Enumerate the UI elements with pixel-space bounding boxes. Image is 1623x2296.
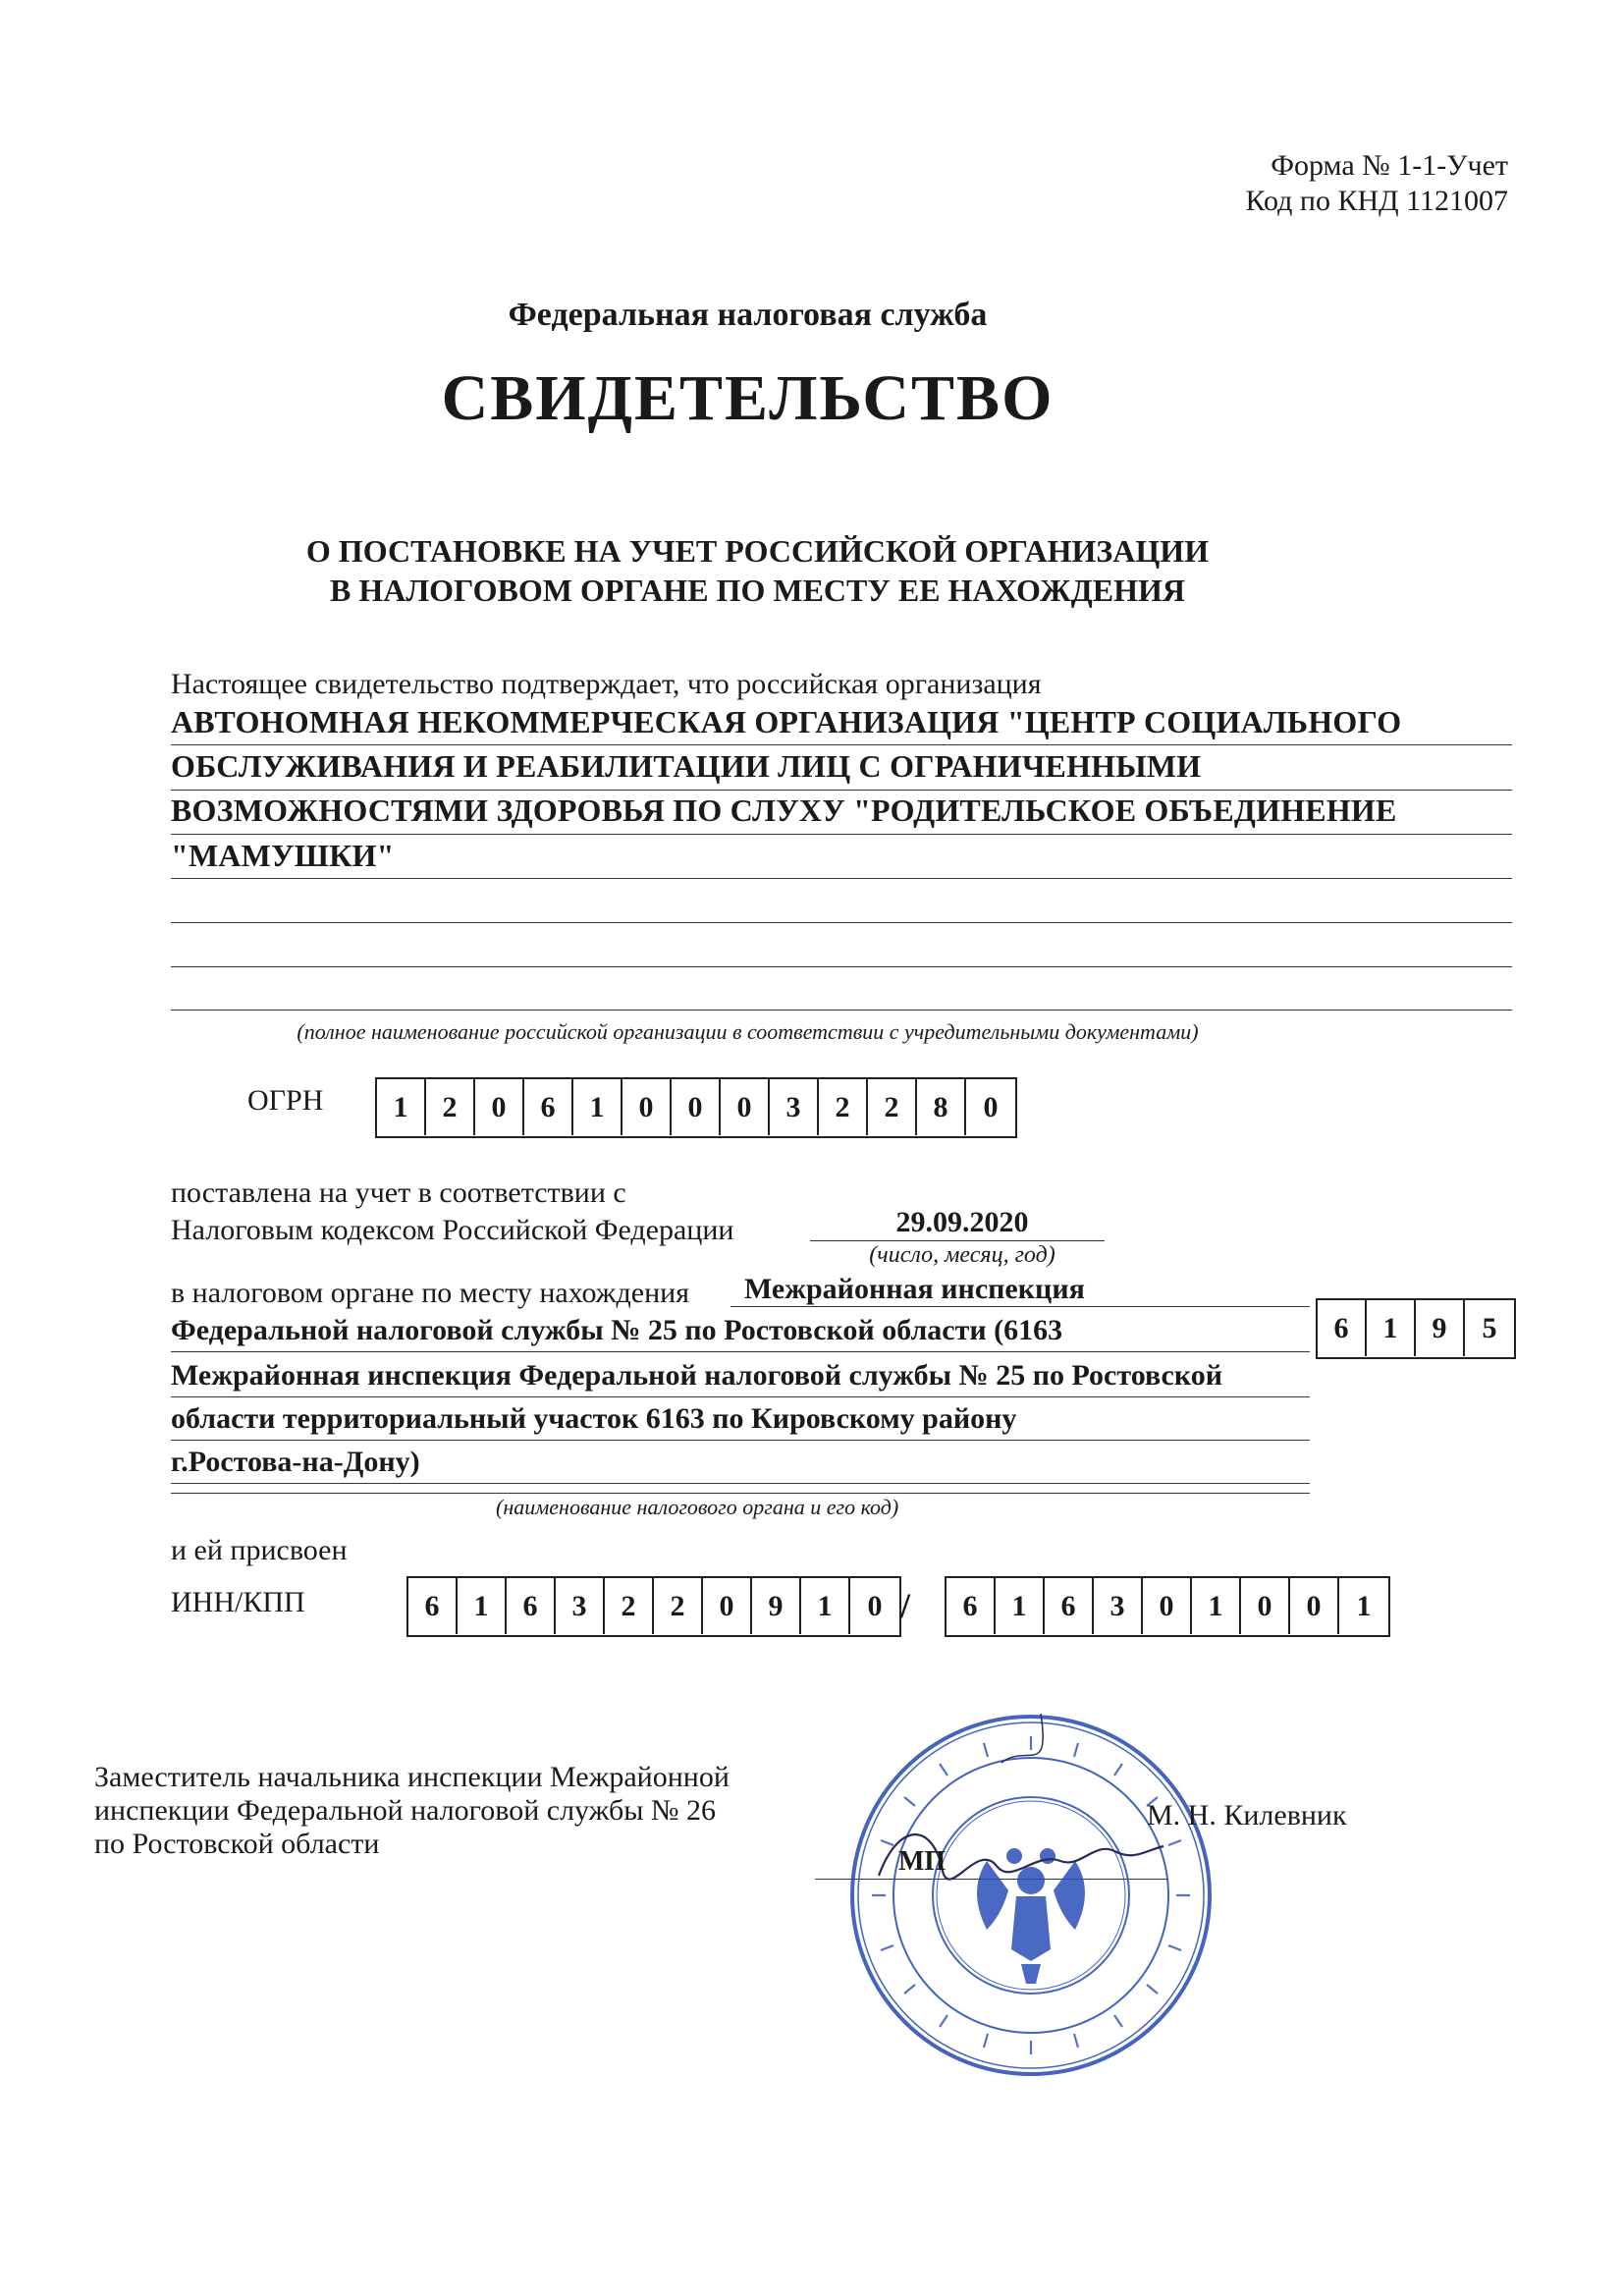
org-name-line-2: ОБСЛУЖИВАНИЯ И РЕАБИЛИТАЦИИ ЛИЦ С ОГРАНИЧЕННЫМИ	[171, 748, 1202, 784]
kpp-digit: 1	[1356, 1589, 1372, 1622]
inn-digit: 2	[654, 1578, 703, 1634]
underline	[171, 834, 1512, 835]
registration-line-1: поставлена на учет в соответствии с	[171, 1176, 626, 1209]
kpp-digit: 1	[996, 1578, 1045, 1634]
stamp-marker: МП	[898, 1846, 947, 1877]
ogrn-digit: 6	[524, 1079, 573, 1135]
underline	[171, 1010, 1512, 1011]
org-name-caption: (полное наименование российской организации в соответствии с учредительными документами)	[297, 1019, 1199, 1044]
registration-line-2: Налоговым кодексом Российской Федерации	[171, 1214, 734, 1246]
kpp-digit: 0	[1143, 1578, 1192, 1634]
inn-digit: 6	[507, 1578, 556, 1634]
signer-position	[94, 1761, 730, 1861]
inn-cells	[406, 1576, 901, 1637]
knd-code: Код по КНД 1121007	[1245, 185, 1508, 217]
ogrn-digit: 8	[917, 1079, 966, 1135]
underline	[171, 1351, 1310, 1352]
official-seal-stamp	[839, 1704, 1222, 2087]
inn-digit: 2	[605, 1578, 654, 1634]
underline	[171, 1440, 1310, 1441]
ogrn-digit: 0	[622, 1079, 672, 1135]
date-caption: (число, месяц, год)	[869, 1242, 1055, 1268]
certificate-intro: Настоящее свидетельство подтверждает, что российская организация	[171, 668, 1042, 700]
org-name-line-3: ВОЗМОЖНОСТЯМИ ЗДОРОВЬЯ ПО СЛУХУ "РОДИТЕЛЬСКОЕ ОБЪЕДИНЕНИЕ	[171, 793, 1397, 828]
ogrn-digit: 2	[426, 1079, 475, 1135]
tax-authority-line-2: Межрайонная инспекция Федеральной налоговой службы № 25 по Ростовской	[171, 1359, 1223, 1392]
inn-digit: 3	[556, 1578, 605, 1634]
ogrn-digit: 2	[819, 1079, 868, 1135]
inn-kpp-separator: /	[900, 1586, 911, 1625]
inn-digit: 1	[458, 1578, 507, 1634]
underline	[171, 966, 1512, 967]
signer-name: М. Н. Килевник	[1147, 1799, 1347, 1831]
org-name-line-1: АВТОНОМНАЯ НЕКОММЕРЧЕСКАЯ ОРГАНИЗАЦИЯ "ЦЕНТР СОЦИАЛЬНОГО	[171, 704, 1402, 739]
ogrn-digit: 1	[573, 1079, 622, 1135]
inn-digit: 6	[408, 1578, 458, 1634]
tax-authority-code-cells	[1316, 1298, 1516, 1359]
agency-name: Федеральная налоговая служба	[508, 297, 988, 333]
document-title: СВИДЕТЕЛЬСТВО	[441, 362, 1055, 434]
kpp-cells	[945, 1576, 1390, 1637]
org-name-line-4: "МАМУШКИ"	[171, 838, 395, 873]
signer-position-line-2: инспекции Федеральной налоговой службы № 26	[94, 1794, 717, 1827]
kpp-digit: 6	[947, 1578, 996, 1634]
tax-authority-first-line: Межрайонная инспекция	[744, 1273, 1085, 1305]
ogrn-label: ОГРН	[247, 1084, 324, 1117]
ogrn-digit: 0	[983, 1090, 999, 1123]
tax-authority-code-digit: 1	[1367, 1300, 1416, 1356]
registration-date: 29.09.2020	[895, 1206, 1029, 1238]
ogrn-digit: 1	[377, 1079, 426, 1135]
ogrn-digit: 0	[721, 1079, 770, 1135]
underline	[171, 1493, 1310, 1494]
inn-digit: 0	[703, 1578, 752, 1634]
ogrn-cells	[375, 1077, 1017, 1138]
kpp-digit: 3	[1094, 1578, 1143, 1634]
inn-digit: 9	[752, 1578, 801, 1634]
kpp-digit: 0	[1241, 1578, 1290, 1634]
ogrn-digit: 0	[475, 1079, 524, 1135]
tax-authority-line-4: г.Ростова-на-Дону)	[171, 1446, 420, 1478]
underline	[730, 1306, 1310, 1307]
kpp-digit: 6	[1045, 1578, 1094, 1634]
underline	[810, 1240, 1105, 1241]
signer-position-line-1: Заместитель начальника инспекции Межрайонной	[94, 1761, 730, 1793]
underline	[171, 744, 1512, 745]
subtitle-line-1: О ПОСТАНОВКЕ НА УЧЕТ РОССИЙСКОЙ ОРГАНИЗАЦИИ	[305, 533, 1210, 569]
tax-authority-code-digit: 6	[1318, 1300, 1367, 1356]
underline	[171, 790, 1512, 791]
tax-authority-line-1: Федеральной налоговой службы № 25 по Ростовской области (6163	[171, 1314, 1063, 1346]
tax-authority-code-digit: 9	[1416, 1300, 1465, 1356]
inn-kpp-label: ИНН/КПП	[171, 1586, 305, 1618]
tax-authority-line-3: области территориальный участок 6163 по Кировскому району	[171, 1402, 1017, 1435]
tax-authority-prefix: в налоговом органе по месту нахождения	[171, 1277, 690, 1309]
form-number: Форма № 1-1-Учет	[1271, 149, 1508, 182]
ogrn-digit: 2	[868, 1079, 917, 1135]
tax-authority-caption: (наименование налогового органа и его код)	[496, 1495, 899, 1519]
signer-position-line-3: по Ростовской области	[94, 1828, 380, 1860]
tax-authority-code-digit: 5	[1482, 1311, 1497, 1344]
assigned-label: и ей присвоен	[171, 1534, 348, 1566]
inn-digit: 1	[801, 1578, 850, 1634]
underline	[171, 1396, 1310, 1397]
underline	[171, 1483, 1310, 1484]
ogrn-digit: 0	[672, 1079, 721, 1135]
ogrn-digit: 3	[770, 1079, 819, 1135]
kpp-digit: 0	[1290, 1578, 1339, 1634]
subtitle-line-2: В НАЛОГОВОМ ОРГАНЕ ПО МЕСТУ ЕЕ НАХОЖДЕНИЯ	[329, 573, 1186, 608]
underline	[171, 878, 1512, 879]
kpp-digit: 1	[1192, 1578, 1241, 1634]
inn-digit: 0	[867, 1589, 883, 1622]
underline	[171, 922, 1512, 923]
